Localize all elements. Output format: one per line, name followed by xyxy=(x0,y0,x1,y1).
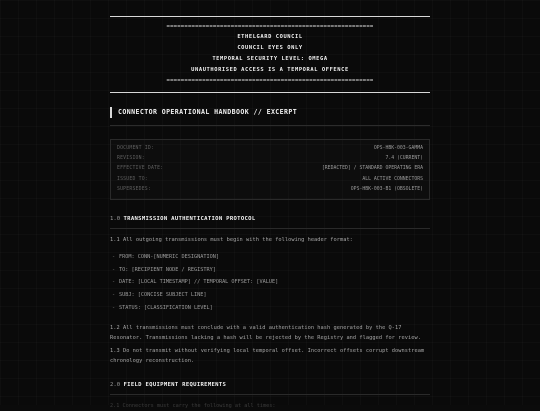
meta-value: OPS-HBK-003-B1 (OBSOLETE) xyxy=(350,186,423,192)
meta-key: EFFECTIVE DATE: xyxy=(117,166,164,172)
list-item xyxy=(110,264,430,277)
banner-security-level: TEMPORAL SECURITY LEVEL: OMEGA xyxy=(212,56,328,62)
meta-value: ALL ACTIVE CONNECTORS xyxy=(362,176,423,182)
banner-org: ETHELGARD COUNCIL xyxy=(237,34,303,40)
document-page xyxy=(110,0,430,411)
paragraph-1-2: 1.2 All transmissions must conclude with a valid authentication hash generated by the Q-17 Resonator. Transmissions lacking a hash will be rejected by the Registry and flagged for review. xyxy=(110,325,421,341)
meta-key: ISSUED TO: xyxy=(117,176,148,182)
meta-row-effective-date xyxy=(117,164,423,174)
list-dash: - xyxy=(112,279,116,286)
meta-key: DOCUMENT ID: xyxy=(117,146,155,151)
paragraph-2-1-partial: 2.1 Connectors must carry the following at all times: xyxy=(110,402,276,409)
banner-rule-bottom: ========================================================== xyxy=(166,78,374,84)
list-dash: - xyxy=(112,253,116,260)
section-number: 1.0 xyxy=(110,216,121,223)
section-number: 2.0 xyxy=(110,381,121,388)
classification-banner xyxy=(110,17,430,92)
paragraph-1-1: 1.1 All outgoing transmissions must begin with the following header format: xyxy=(110,237,353,244)
document-metadata-box xyxy=(110,139,430,200)
meta-value: OPS-HBK-003-GAMMA xyxy=(373,146,423,151)
meta-value: 7.4 (CURRENT) xyxy=(385,156,423,162)
meta-row-issued-to xyxy=(117,175,423,185)
meta-key: REVISION: xyxy=(117,156,145,162)
list-item xyxy=(110,276,430,289)
list-item-text: STATUS: [CLASSIFICATION LEVEL] xyxy=(119,305,213,312)
list-item xyxy=(110,289,430,302)
section-title: FIELD EQUIPMENT REQUIREMENTS xyxy=(123,381,227,388)
banner-eyes-only: COUNCIL EYES ONLY xyxy=(237,45,303,51)
header-format-list xyxy=(110,251,430,316)
meta-row-document-id xyxy=(117,144,423,154)
list-item xyxy=(110,251,430,264)
section-title: TRANSMISSION AUTHENTICATION PROTOCOL xyxy=(123,216,256,223)
list-item-text: SUBJ: [CONCISE SUBJECT LINE] xyxy=(119,292,207,299)
bottom-rule xyxy=(110,92,430,93)
section-heading-1 xyxy=(110,215,430,224)
list-dash: - xyxy=(112,292,116,299)
meta-key: SUPERSEDES: xyxy=(117,186,151,192)
banner-warning: UNAUTHORISED ACCESS IS A TEMPORAL OFFENCE xyxy=(191,67,349,73)
section-divider xyxy=(110,228,430,229)
section-heading-2 xyxy=(110,381,430,390)
paragraph-1-3: 1.3 Do not transmit without verifying local temporal offset. Incorrect offsets corrupt downstream chronology reconstruction. xyxy=(110,348,425,364)
list-item xyxy=(110,302,430,315)
list-item-text: FROM: CONN-[NUMERIC DESIGNATION] xyxy=(119,253,219,260)
banner-rule-top: ========================================================== xyxy=(166,24,374,30)
list-item-text: TO: [RECIPIENT NODE / REGISTRY] xyxy=(119,266,216,273)
meta-row-supersedes xyxy=(117,185,423,195)
section-divider xyxy=(110,394,430,395)
meta-value: [REDACTED] / STANDARD OPERATING ERA xyxy=(321,166,423,172)
meta-row-revision xyxy=(117,154,423,164)
list-dash: - xyxy=(112,305,116,312)
document-title: CONNECTOR OPERATIONAL HANDBOOK // EXCERPT xyxy=(110,107,430,118)
title-divider xyxy=(110,125,430,126)
list-item-text: DATE: [LOCAL TIMESTAMP] // TEMPORAL OFFSET: [VALUE] xyxy=(119,279,279,286)
list-dash: - xyxy=(112,266,116,273)
